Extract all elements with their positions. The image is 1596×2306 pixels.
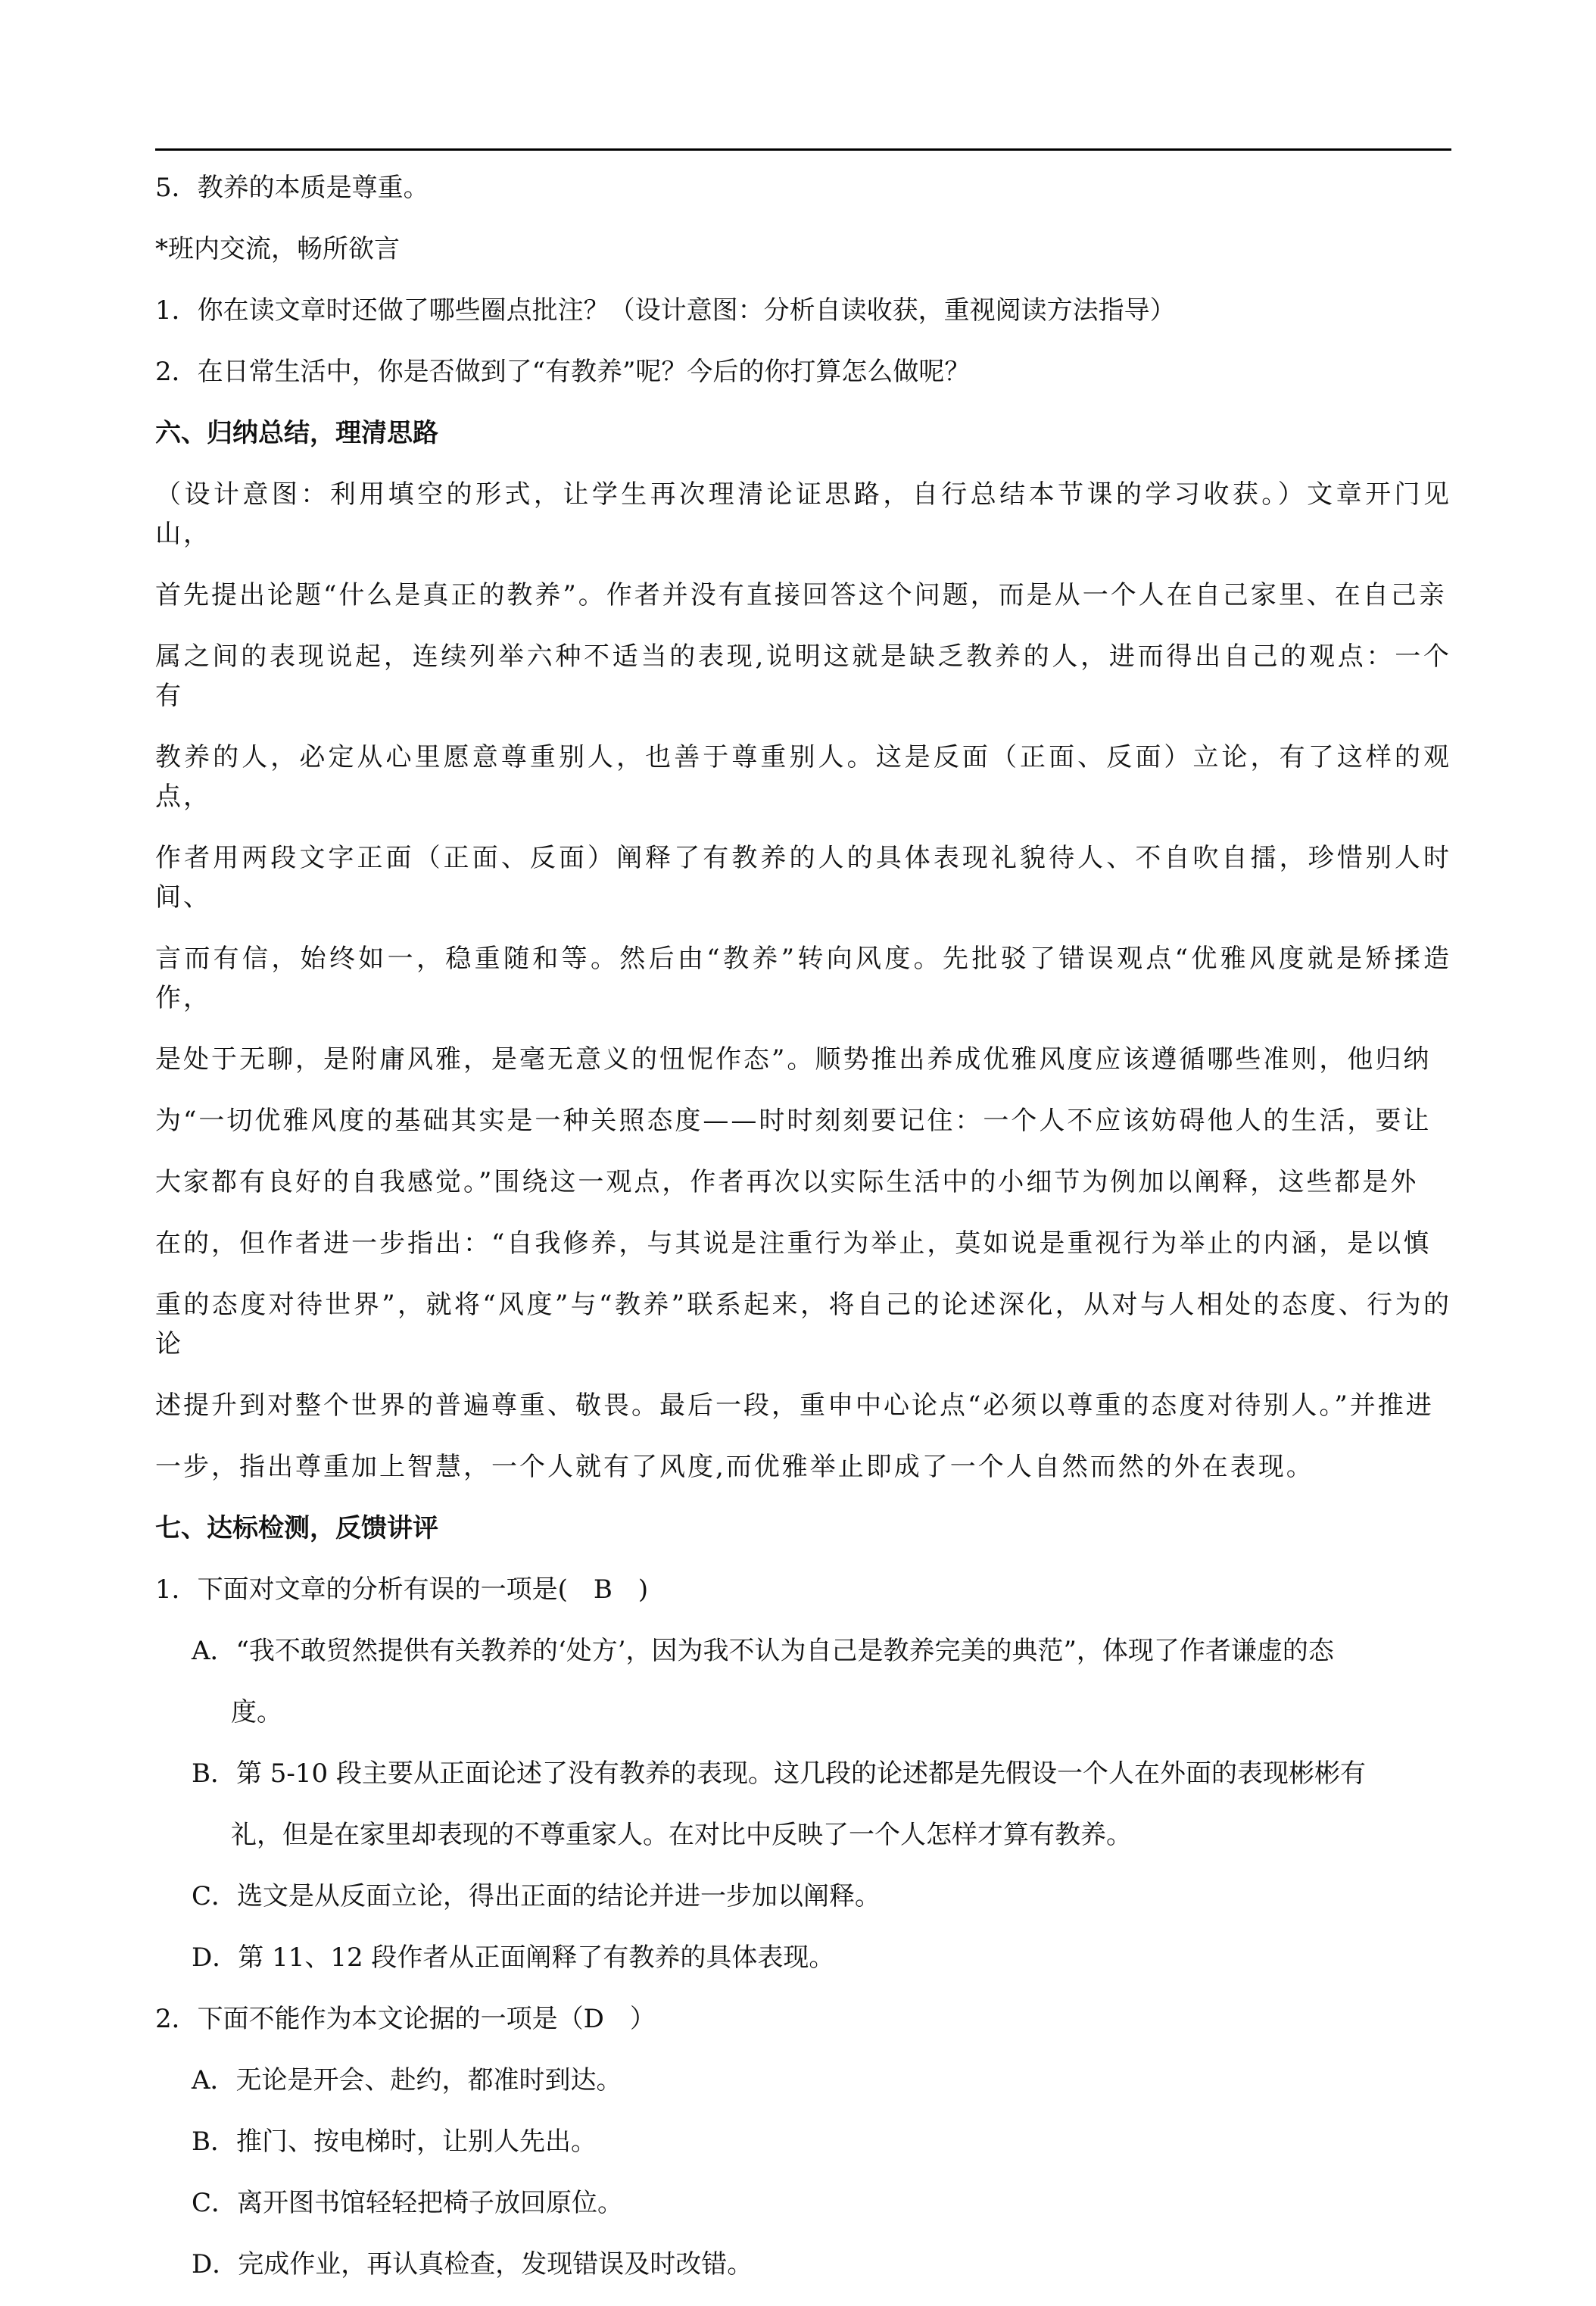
paragraph-line: 言而有信，始终如一，稳重随和等。然后由“教养”转向风度。先批驳了错误观点“优雅风度就是矫揉造作， (155, 944, 1451, 1013)
test-question-2: 2．下面不能作为本文论据的一项是（D ） (155, 2004, 656, 2034)
question-1-option-d (155, 1938, 1451, 1977)
question-1-option-a (155, 1631, 1451, 1732)
question-2-option-a (155, 2061, 1451, 2100)
paragraph-line: 重的态度对待世界”，就将“风度”与“教养”联系起来，将自己的论述深化，从对与人相处的态度、行为的论 (155, 1290, 1451, 1359)
question-1-option-c (155, 1877, 1451, 1916)
paragraph-line: 属之间的表现说起，连续列举六种不适当的表现,说明这就是缺乏教养的人，进而得出自己的观点：一个有 (155, 641, 1451, 711)
paragraph-line: 在的，但作者进一步指出：“自我修养，与其说是注重行为举止，莫如说是重视行为举止的内涵，是以慎 (155, 1228, 1432, 1259)
paragraph-line: 为“一切优雅风度的基础其实是一种关照态度——时时刻刻要记住：一个人不应该妨碍他人的生活，要让 (155, 1106, 1432, 1136)
header-rule (155, 148, 1451, 151)
question-2-option-b (155, 2122, 1451, 2161)
paragraph-line: 述提升到对整个世界的普遍尊重、敬畏。最后一段，重申中心论点“必须以尊重的态度对待别人。”并推进 (155, 1390, 1434, 1421)
section-6-paragraph (155, 475, 1451, 1487)
option-a-line: A．无论是开会、赴约，都准时到达。 (192, 2065, 622, 2095)
option-a-line-2: 度。 (231, 1697, 282, 1727)
paragraph-line: （设计意图：利用填空的形式，让学生再次理清论证思路，自行总结本节课的学习收获。）文章开门见山， (155, 479, 1451, 549)
section-6-heading: 六、归纳总结，理清思路 (155, 418, 438, 448)
question-2: 2．在日常生活中，你是否做到了“有教养”呢？今后的你打算怎么做呢？ (155, 357, 971, 387)
option-b-line-1: B．第 5-10 段主要从正面论述了没有教养的表现。这几段的论述都是先假设一个人在外面的表现彬彬有 (192, 1758, 1366, 1789)
paragraph-line: 作者用两段文字正面（正面、反面）阐释了有教养的人的具体表现礼貌待人、不自吹自擂，珍惜别人时间、 (155, 843, 1451, 913)
question-2-option-c (155, 2183, 1451, 2223)
paragraph-line: 一步，指出尊重加上智慧，一个人就有了风度,而优雅举止即成了一个人自然而然的外在表现。 (155, 1452, 1314, 1482)
option-b-line: B．推门、按电梯时，让别人先出。 (192, 2127, 597, 2157)
paragraph-line: 大家都有良好的自我感觉。”围绕这一观点，作者再次以实际生活中的小细节为例加以阐释，这些都是外 (155, 1167, 1419, 1197)
test-question-1: 1．下面对文章的分析有误的一项是( B ) (155, 1574, 649, 1605)
option-d-line: D．完成作业，再认真检查，发现错误及时改错。 (192, 2249, 753, 2279)
item-5: 5．教养的本质是尊重。 (155, 173, 429, 203)
question-2-option-d (155, 2245, 1451, 2284)
option-a-line-1: A．“我不敢贸然提供有关教养的‘处方’，因为我不认为自己是教养完美的典范”，体现了作者谦虚的态 (192, 1636, 1334, 1666)
option-d-line: D．第 11、12 段作者从正面阐释了有教养的具体表现。 (192, 1942, 835, 1973)
paragraph-line: 教养的人，必定从心里愿意尊重别人，也善于尊重别人。这是反面（正面、反面）立论，有了这样的观点， (155, 742, 1451, 812)
option-b-line-2: 礼，但是在家里却表现的不尊重家人。在对比中反映了一个人怎样才算有教养。 (231, 1820, 1132, 1850)
paragraph-line: 首先提出论题“什么是真正的教养”。作者并没有直接回答这个问题，而是从一个人在自己家里、在自己亲 (155, 580, 1447, 610)
question-1: 1．你在读文章时还做了哪些圈点批注？（设计意图：分析自读收获，重视阅读方法指导） (155, 295, 1176, 326)
option-c-line: C．离开图书馆轻轻把椅子放回原位。 (192, 2188, 624, 2218)
document-page (155, 168, 1451, 2306)
paragraph-line: 是处于无聊，是附庸风雅，是毫无意义的忸怩作态”。顺势推出养成优雅风度应该遵循哪些准则，他归纳 (155, 1044, 1432, 1075)
section-7-heading: 七、达标检测，反馈讲评 (155, 1513, 438, 1543)
question-1-option-b (155, 1754, 1451, 1855)
option-c-line: C．选文是从反面立论，得出正面的结论并进一步加以阐释。 (192, 1881, 881, 1911)
class-share-note: *班内交流，畅所欲言 (155, 234, 400, 264)
